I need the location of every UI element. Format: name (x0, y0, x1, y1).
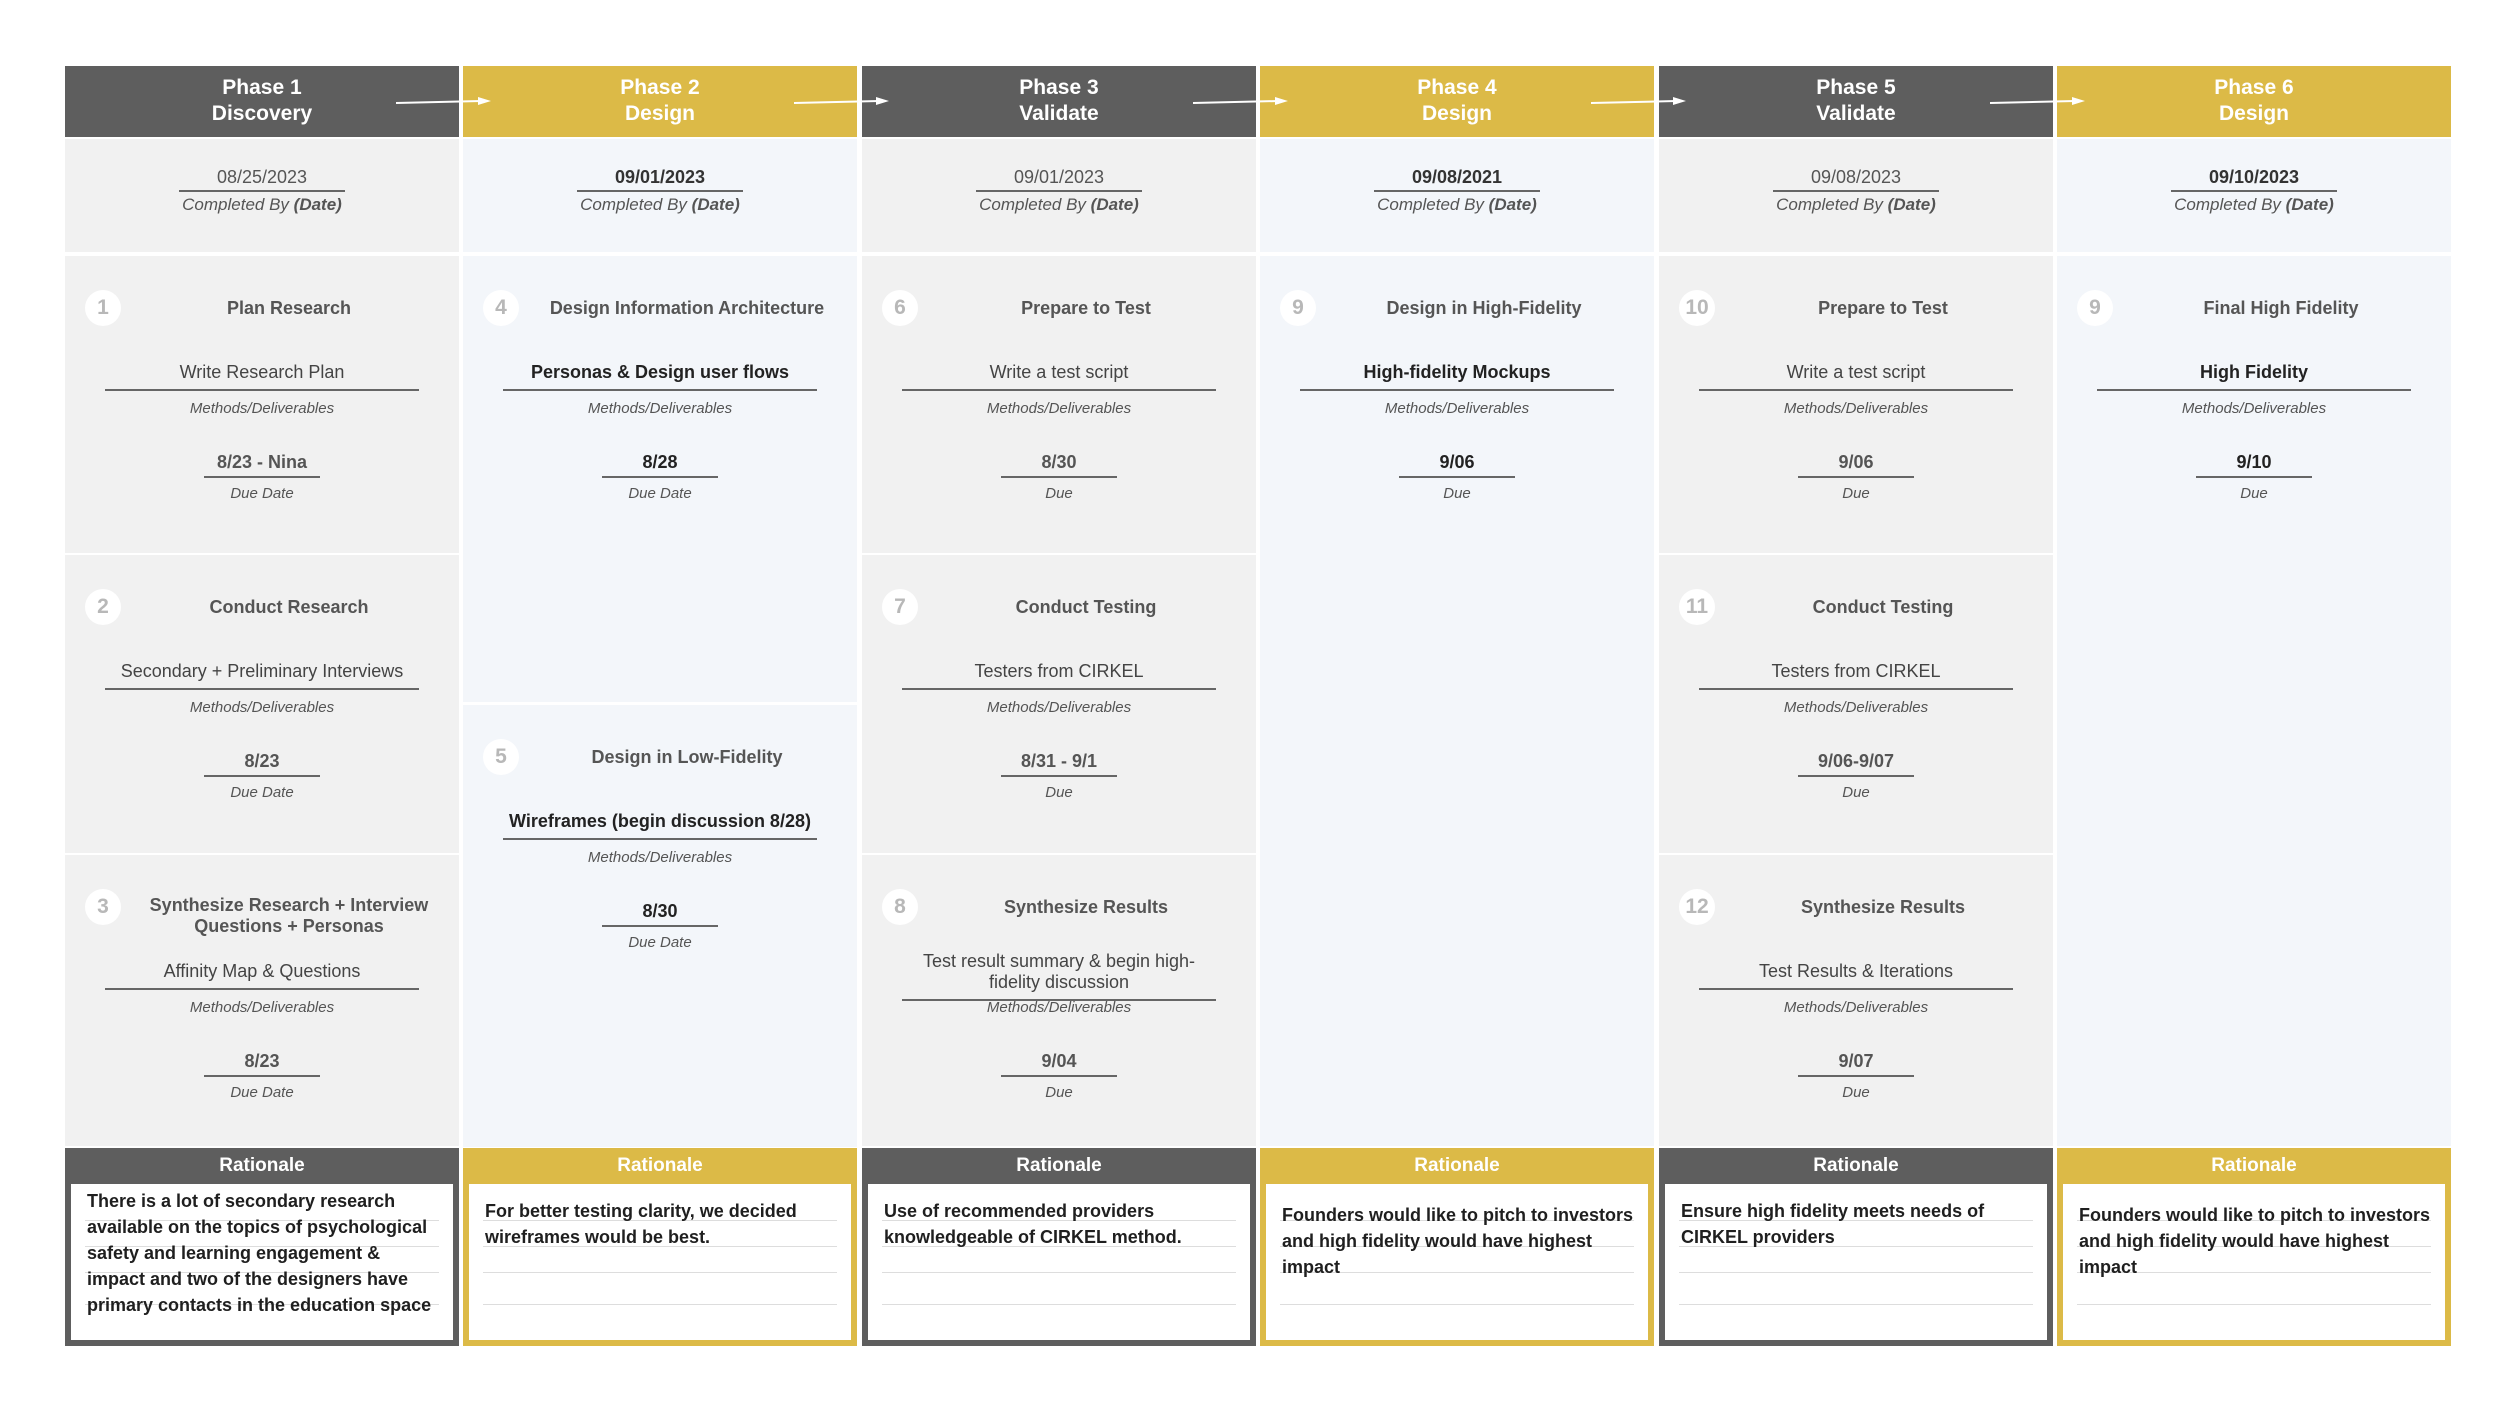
methods-deliverables-value: Wireframes (begin discussion 8/28) (503, 811, 817, 840)
task-title: Synthesize Results (1800, 897, 1966, 917)
step-number-badge: 9 (1280, 290, 1316, 326)
task-card (1659, 555, 2053, 853)
methods-deliverables-label: Methods/Deliverables (2181, 400, 2327, 417)
completed-date: 09/10/2023 (2171, 167, 2337, 192)
methods-deliverables-label: Methods/Deliverables (1783, 699, 1929, 716)
rationale-header: Rationale (1813, 1155, 1899, 1176)
completed-date: 09/08/2021 (1374, 167, 1540, 192)
phase-subtitle: Discovery (211, 102, 313, 125)
due-date-value: 8/30 (1001, 452, 1117, 478)
rationale-box (1665, 1184, 2047, 1340)
methods-deliverables-label: Methods/Deliverables (189, 400, 335, 417)
rationale-rule-line (2077, 1304, 2431, 1305)
due-date-label: Due (2240, 485, 2268, 502)
phase-subtitle: Validate (1816, 102, 1896, 125)
due-date-label: Due Date (230, 1084, 294, 1101)
due-date-label: Due (1842, 1084, 1870, 1101)
rationale-panel (463, 1148, 857, 1346)
task-card (463, 705, 857, 1147)
completed-by-prefix: Completed By (182, 195, 294, 214)
methods-deliverables-label: Methods/Deliverables (587, 400, 733, 417)
due-date-value: 8/30 (602, 901, 718, 927)
task-card (1659, 855, 2053, 1146)
completed-by-label (1659, 195, 2053, 215)
completed-by-prefix: Completed By (2174, 195, 2286, 214)
due-date-label: Due Date (628, 485, 692, 502)
phase-name: Phase 2 (620, 76, 700, 99)
rationale-rule-line (882, 1272, 1236, 1273)
task-card (65, 256, 459, 553)
methods-deliverables-label: Methods/Deliverables (587, 849, 733, 866)
rationale-box (71, 1184, 453, 1340)
task-card (2057, 256, 2451, 1146)
task-title: Design in High-Fidelity (1386, 298, 1582, 318)
phase-name: Phase 1 (222, 76, 302, 99)
task-card (862, 855, 1256, 1146)
rationale-text: There is a lot of secondary research available on the topics of psychological safety and learning engagement & impact and two of the designers have primary contacts in the education space (87, 1191, 432, 1315)
next-phase-arrow-icon (396, 97, 491, 109)
phase-subtitle: Design (1421, 102, 1492, 125)
step-number-badge: 2 (85, 589, 121, 625)
due-date-value: 8/23 - Nina (204, 452, 320, 478)
task-title: Final High Fidelity (2203, 298, 2359, 318)
completed-by-label (2057, 195, 2451, 215)
task-title: Synthesize Research + Interview Questions + Personas (149, 895, 429, 936)
phase-subtitle: Validate (1019, 102, 1099, 125)
step-number-badge: 6 (882, 290, 918, 326)
due-date-value: 8/28 (602, 452, 718, 478)
due-date-label: Due Date (230, 485, 294, 502)
completed-by-prefix: Completed By (1377, 195, 1489, 214)
phase-column-5 (1659, 66, 2053, 1346)
due-date-label: Due (1842, 784, 1870, 801)
methods-deliverables-value: Affinity Map & Questions (105, 961, 419, 990)
rationale-header: Rationale (2211, 1155, 2297, 1176)
methods-deliverables-value: Personas & Design user flows (503, 362, 817, 391)
methods-deliverables-label: Methods/Deliverables (1384, 400, 1530, 417)
due-date-value: 9/06 (1798, 452, 1914, 478)
phase-name: Phase 4 (1417, 76, 1497, 99)
methods-deliverables-value: Write a test script (1699, 362, 2013, 391)
due-date-label: Due Date (230, 784, 294, 801)
phase-subtitle: Design (624, 102, 695, 125)
methods-deliverables-value: Test result summary & begin high-fidelity discussion (902, 951, 1216, 1001)
rationale-box (1266, 1184, 1648, 1340)
rationale-text: Founders would like to pitch to investors and high fidelity would have highest impact (2079, 1205, 2431, 1277)
rationale-panel (862, 1148, 1256, 1346)
rationale-box (868, 1184, 1250, 1340)
step-number-badge: 9 (2077, 290, 2113, 326)
completed-date: 09/01/2023 (976, 167, 1142, 192)
step-number-badge: 8 (882, 889, 918, 925)
phase-column-6 (2057, 66, 2451, 1346)
task-title: Conduct Testing (1015, 597, 1157, 617)
rationale-text: Use of recommended providers knowledgeable of CIRKEL method. (884, 1201, 1182, 1247)
methods-deliverables-value: Write a test script (902, 362, 1216, 391)
due-date-value: 8/31 - 9/1 (1001, 751, 1117, 777)
methods-deliverables-value: Testers from CIRKEL (1699, 661, 2013, 690)
due-date-label: Due (1443, 485, 1471, 502)
methods-deliverables-value: High Fidelity (2097, 362, 2411, 391)
task-card (862, 555, 1256, 853)
methods-deliverables-label: Methods/Deliverables (986, 699, 1132, 716)
phase-header (2057, 66, 2451, 137)
due-date-value: 9/06-9/07 (1798, 751, 1914, 777)
rationale-header: Rationale (1414, 1155, 1500, 1176)
methods-deliverables-label: Methods/Deliverables (189, 699, 335, 716)
completed-by-suffix: (Date) (691, 195, 740, 214)
step-number-badge: 1 (85, 290, 121, 326)
completed-by-suffix: (Date) (293, 195, 342, 214)
rationale-text: For better testing clarity, we decided wireframes would be best. (485, 1201, 797, 1247)
due-date-value: 8/23 (204, 1051, 320, 1077)
completed-by-prefix: Completed By (580, 195, 692, 214)
due-date-value: 9/04 (1001, 1051, 1117, 1077)
completed-by-suffix: (Date) (1090, 195, 1139, 214)
completed-date: 09/08/2023 (1773, 167, 1939, 192)
due-date-label: Due (1045, 1084, 1073, 1101)
completed-date: 08/25/2023 (179, 167, 345, 192)
phase-subtitle: Design (2218, 102, 2289, 125)
rationale-text: Ensure high fidelity meets needs of CIRKEL providers (1681, 1201, 1985, 1247)
due-date-label: Due (1842, 485, 1870, 502)
completed-by-label (65, 195, 459, 215)
due-date-value: 9/07 (1798, 1051, 1914, 1077)
step-number-badge: 3 (85, 889, 121, 925)
rationale-rule-line (1679, 1272, 2033, 1273)
methods-deliverables-value: Test Results & Iterations (1699, 961, 2013, 990)
step-number-badge: 11 (1679, 589, 1715, 625)
task-title: Prepare to Test (1021, 298, 1151, 318)
due-date-label: Due (1045, 485, 1073, 502)
methods-deliverables-label: Methods/Deliverables (986, 400, 1132, 417)
completed-by-suffix: (Date) (1488, 195, 1537, 214)
phase-name: Phase 6 (2214, 76, 2294, 99)
rationale-panel (65, 1148, 459, 1346)
task-title: Synthesize Results (1003, 897, 1169, 917)
completed-by-prefix: Completed By (1776, 195, 1888, 214)
rationale-rule-line (483, 1304, 837, 1305)
task-card (862, 256, 1256, 553)
due-date-value: 9/06 (1399, 452, 1515, 478)
phase-column-2 (463, 66, 857, 1346)
rationale-header: Rationale (219, 1155, 305, 1176)
rationale-box (469, 1184, 851, 1340)
task-title: Prepare to Test (1818, 298, 1948, 318)
rationale-rule-line (483, 1272, 837, 1273)
methods-deliverables-value: Testers from CIRKEL (902, 661, 1216, 690)
step-number-badge: 4 (483, 290, 519, 326)
due-date-label: Due Date (628, 934, 692, 951)
next-phase-arrow-icon (1591, 97, 1686, 109)
completed-date: 09/01/2023 (577, 167, 743, 192)
task-card (65, 555, 459, 853)
completed-by-label (463, 195, 857, 215)
rationale-box (2063, 1184, 2445, 1340)
completed-by-label (862, 195, 1256, 215)
task-title: Design in Low-Fidelity (591, 747, 783, 767)
step-number-badge: 12 (1679, 889, 1715, 925)
rationale-rule-line (1679, 1304, 2033, 1305)
task-title: Plan Research (226, 298, 352, 318)
completed-by-suffix: (Date) (2285, 195, 2334, 214)
task-card (1659, 256, 2053, 553)
methods-deliverables-label: Methods/Deliverables (1783, 400, 1929, 417)
step-number-badge: 10 (1679, 290, 1715, 326)
phase-column-4 (1260, 66, 1654, 1346)
completed-by-prefix: Completed By (979, 195, 1091, 214)
phase-column-3 (862, 66, 1256, 1346)
phase-name: Phase 5 (1816, 76, 1896, 99)
step-number-badge: 7 (882, 589, 918, 625)
methods-deliverables-value: High-fidelity Mockups (1300, 362, 1614, 391)
next-phase-arrow-icon (1193, 97, 1288, 109)
step-number-badge: 5 (483, 739, 519, 775)
completed-by-suffix: (Date) (1887, 195, 1936, 214)
rationale-header: Rationale (617, 1155, 703, 1176)
due-date-value: 9/10 (2196, 452, 2312, 478)
next-phase-arrow-icon (1990, 97, 2085, 109)
task-title: Conduct Testing (1812, 597, 1954, 617)
rationale-panel (2057, 1148, 2451, 1346)
rationale-header: Rationale (1016, 1155, 1102, 1176)
methods-deliverables-label: Methods/Deliverables (189, 999, 335, 1016)
task-title: Design Information Architecture (549, 298, 825, 318)
next-phase-arrow-icon (794, 97, 889, 109)
rationale-rule-line (1280, 1304, 1634, 1305)
task-title: Conduct Research (209, 597, 369, 617)
due-date-value: 8/23 (204, 751, 320, 777)
phase-column-1 (65, 66, 459, 1346)
rationale-rule-line (882, 1304, 1236, 1305)
rationale-panel (1260, 1148, 1654, 1346)
methods-deliverables-label: Methods/Deliverables (1783, 999, 1929, 1016)
task-card (1260, 256, 1654, 1146)
methods-deliverables-label: Methods/Deliverables (986, 999, 1132, 1016)
task-card (65, 855, 459, 1146)
phase-name: Phase 3 (1019, 76, 1099, 99)
methods-deliverables-value: Secondary + Preliminary Interviews (105, 661, 419, 690)
completed-by-label (1260, 195, 1654, 215)
task-card (463, 256, 857, 702)
due-date-label: Due (1045, 784, 1073, 801)
methods-deliverables-value: Write Research Plan (105, 362, 419, 391)
rationale-panel (1659, 1148, 2053, 1346)
rationale-text: Founders would like to pitch to investors and high fidelity would have highest impact (1282, 1205, 1634, 1277)
